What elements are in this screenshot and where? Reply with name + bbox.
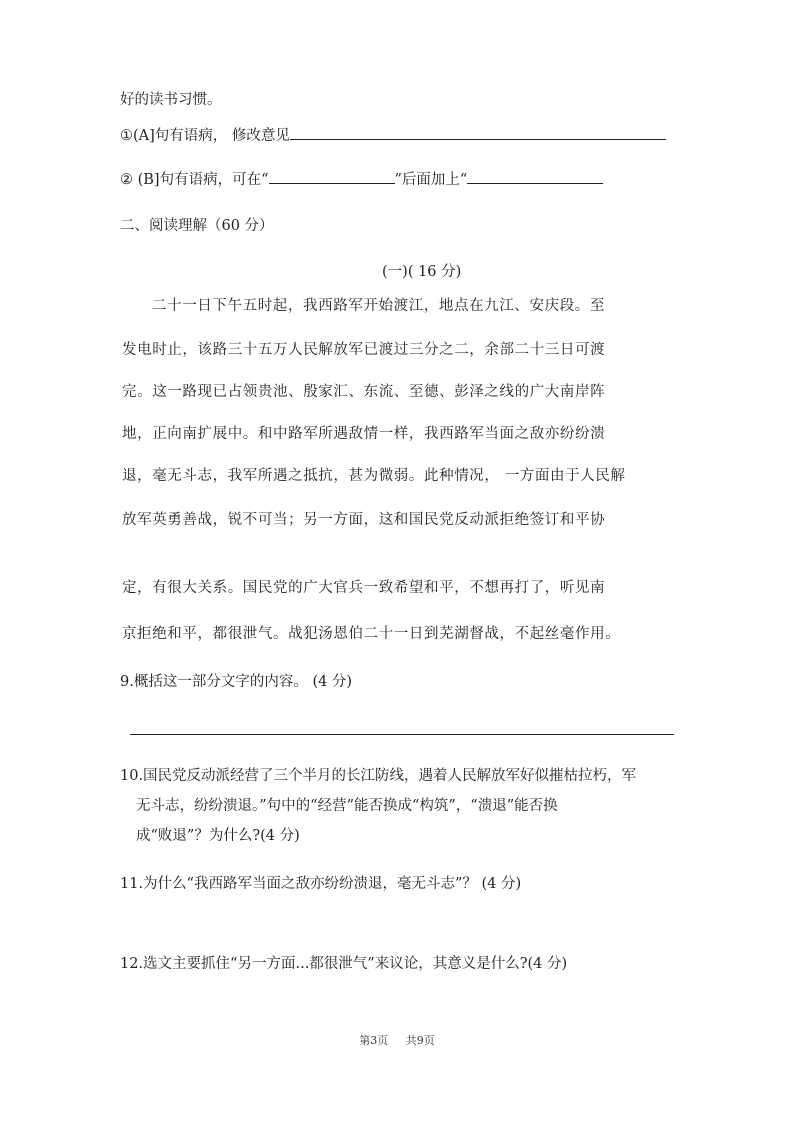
question-2-prefix: ② (B]句有语病，可在“ [120,172,269,188]
answer-blank-2b[interactable] [467,168,603,184]
section-2-heading: 二、阅读理解（60 分） [120,218,274,234]
question-12: 12.选文主要抓住“另一方面...都很泄气”来议论，其意义是什么?(4 分) [120,956,568,972]
continuation-text: 好的读书习惯。 [120,92,222,108]
passage-line: 退，毫无斗志，我军所遇之抵抗，甚为微弱。此种情况， 一方面由于人民解 [122,468,626,484]
answer-line-9[interactable] [130,734,674,735]
passage-line: 发电时止，该路三十五万人民解放军已渡过三分之二，余部二十三日可渡 [122,342,606,358]
answer-blank-1[interactable] [290,124,666,140]
passage-line: 放军英勇善战，锐不可当；另一方面，这和国民党反动派拒绝签订和平协 [122,512,606,528]
question-10-line-1: 10.国民党反动派经营了三个半月的长江防线，遇着人民解放军好似摧枯拉朽，军 [120,768,637,784]
question-11: 11.为什么“我西路军当面之敌亦纷纷溃退，毫无斗志”？ (4 分) [120,876,522,892]
page-footer [0,1032,794,1048]
passage-line: 地，正向南扩展中。和中路军所遇敌情一样，我西路军当面之敌亦纷纷溃 [122,426,606,442]
question-9: 9.概括这一部分文字的内容。 (4 分) [120,674,353,690]
page-number: 第3页 [359,1034,389,1047]
question-1-text: ①(A]句有语病， 修改意见 [120,128,290,144]
question-1-line [120,124,666,146]
page-total: 共9页 [405,1034,435,1047]
passage-line: 京拒绝和平，都很泄气。战犯汤恩伯二十一日到芜湖督战，不起丝毫作用。 [122,626,621,642]
passage-line: 定，有很大关系。国民党的广大官兵一致希望和平，不想再打了，听见南 [122,580,606,596]
passage-line: 完。这一路现已占领贵池、殷家汇、东流、至德、彭泽之线的广大南岸阵 [122,384,606,400]
answer-blank-2a[interactable] [269,168,395,184]
passage-line: 二十一日下午五时起，我西路军开始渡江，地点在九江、安庆段。至 [152,298,605,314]
part-1-title: (一)( 16 分) [382,264,462,280]
question-2-mid: ”后面加上“ [394,172,468,188]
question-10-line-3: 成“败退”？为什么?(4 分) [136,828,300,844]
question-2-line [120,168,603,190]
question-10-line-2: 无斗志，纷纷溃退。”句中的“经营”能否换成“构筑”，“溃退”能否换 [136,798,558,814]
